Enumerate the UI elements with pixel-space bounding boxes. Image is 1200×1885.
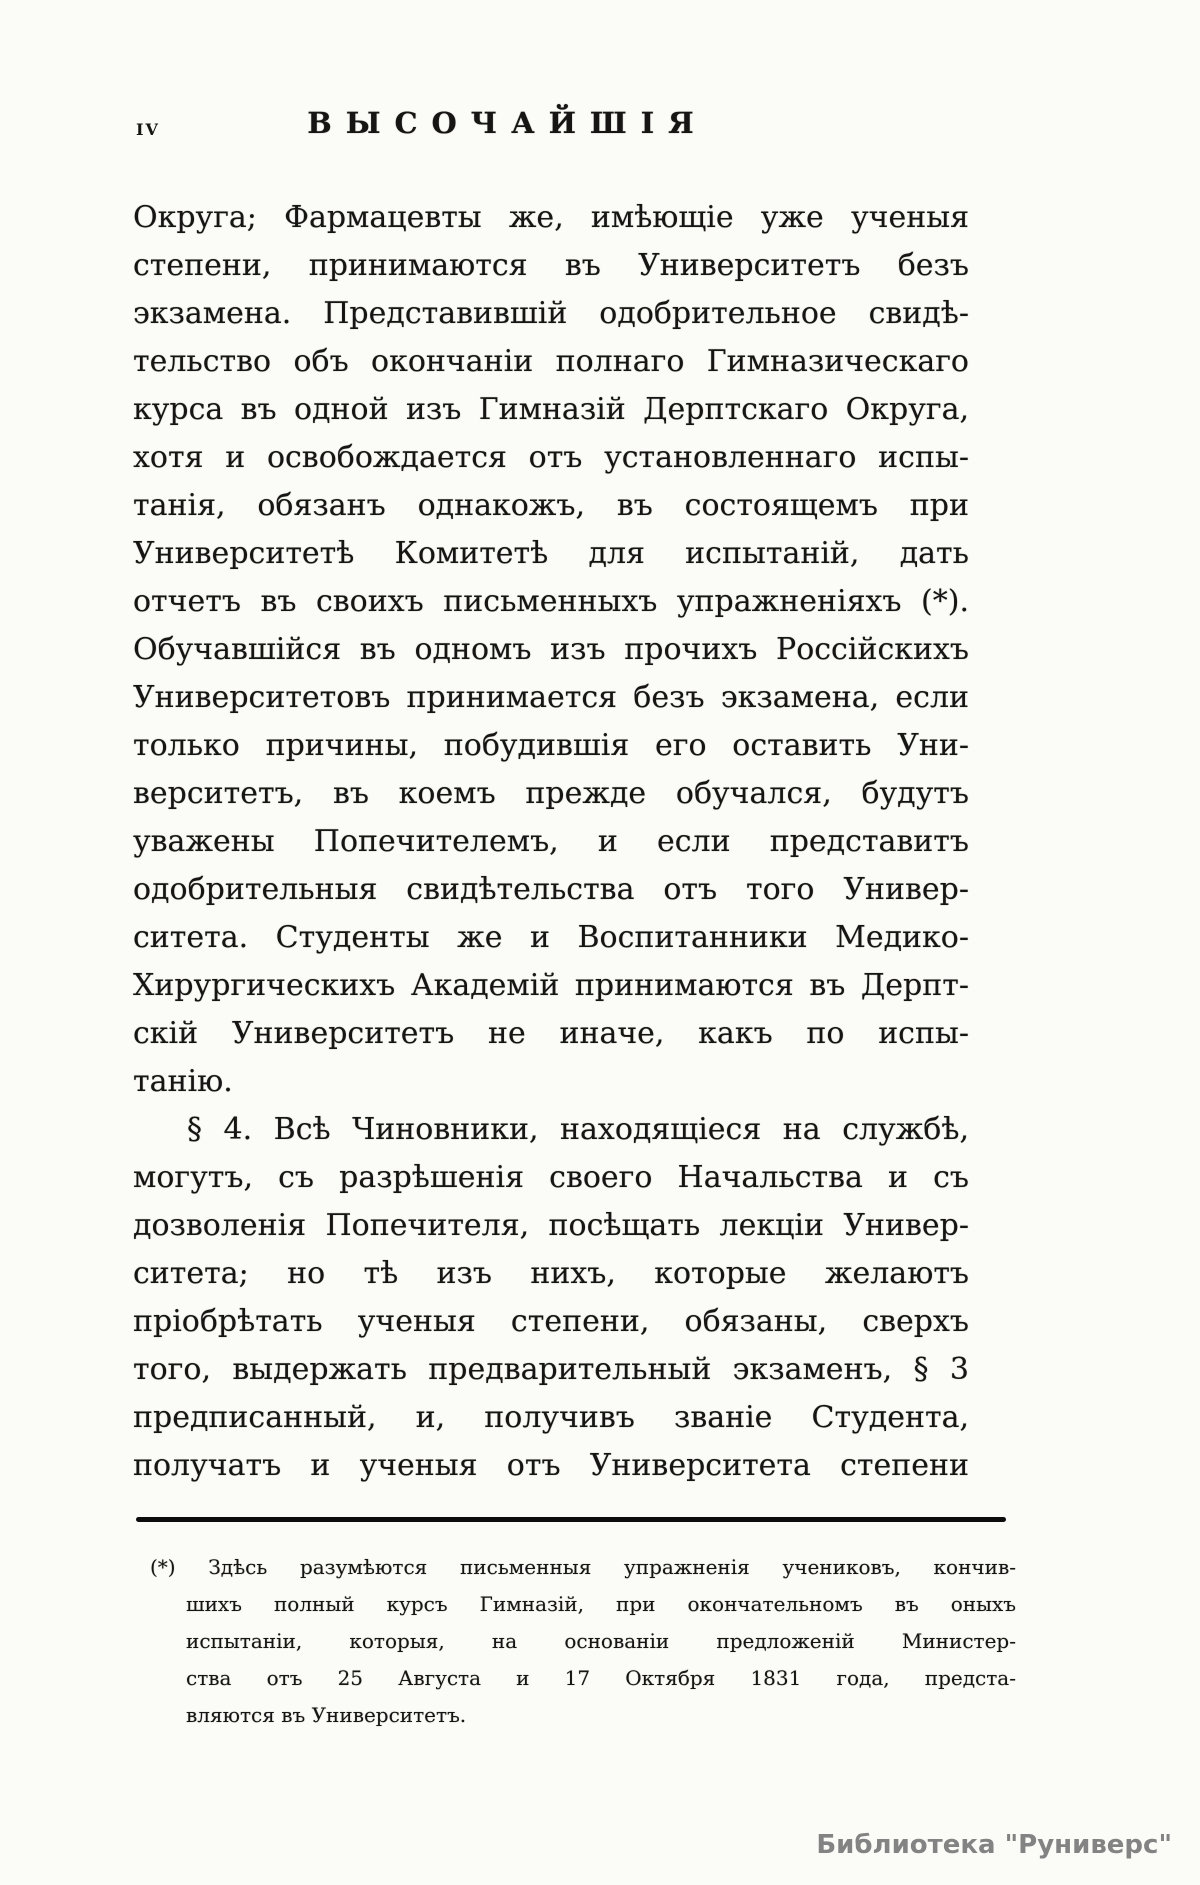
body-line: степени, принимаются въ Университетъ безъ: [133, 248, 969, 283]
body-line: хотя и освобождается отъ установленнаго испы-: [133, 440, 969, 475]
body-line: могутъ, съ разрѣшенія своего Начальства и съ: [133, 1160, 969, 1195]
body-line: пріобрѣтать ученыя степени, обязаны, сверхъ: [133, 1304, 969, 1339]
body-line: танія, обязанъ однакожъ, въ состоящемъ при: [133, 488, 969, 523]
body-line: Университетовъ принимается безъ экзамена, если: [133, 680, 969, 715]
footnote-line: испытаніи, которыя, на основаніи предложеній Министер-: [186, 1629, 1016, 1653]
footnote-separator-rule: [136, 1517, 1006, 1522]
body-line: получатъ и ученыя отъ Университета степени: [133, 1448, 969, 1483]
body-line: отчетъ въ своихъ письменныхъ упражненіяхъ (*).: [133, 584, 969, 619]
library-watermark: Библиотека "Руниверс": [816, 1830, 1172, 1860]
body-line: тельство объ окончаніи полнаго Гимназическаго: [133, 344, 969, 379]
page-heading: ВЫСОЧАЙШІЯ: [307, 106, 708, 140]
body-line: того, выдержать предварительный экзаменъ, § 3: [133, 1352, 969, 1387]
footnote-line: шихъ полный курсъ Гимназій, при окончательномъ въ оныхъ: [186, 1592, 1016, 1616]
body-line: дозволенія Попечителя, посѣщать лекціи Универ-: [133, 1208, 969, 1243]
page-number: iv: [136, 114, 160, 141]
body-line: скій Университетъ не иначе, какъ по испы-: [133, 1016, 969, 1051]
body-text: [133, 194, 969, 1490]
body-line: Обучавшійся въ одномъ изъ прочихъ Россійскихъ: [133, 632, 969, 667]
body-line: только причины, побудившія его оставить Уни-: [133, 728, 969, 763]
body-line: уважены Попечителемъ, и если представитъ: [133, 824, 969, 859]
body-line: одобрительныя свидѣтельства отъ того Универ-: [133, 872, 969, 907]
body-line: экзамена. Представившій одобрительное свидѣ-: [133, 296, 969, 331]
body-line: Университетѣ Комитетѣ для испытаній, дать: [133, 536, 969, 571]
body-line: предписанный, и, получивъ званіе Студента,: [133, 1400, 969, 1435]
body-line: ситета. Студенты же и Воспитанники Медико-: [133, 920, 969, 955]
body-line: курса въ одной изъ Гимназій Дерптскаго Округа,: [133, 392, 969, 427]
body-line: танію.: [133, 1064, 233, 1099]
body-line: ситета; но тѣ изъ нихъ, которые желаютъ: [133, 1256, 969, 1291]
body-line: Округа; Фармацевты же, имѣющіе уже ученыя: [133, 200, 969, 235]
footnote-line: вляются въ Университетъ.: [186, 1703, 467, 1727]
footnote-text: [150, 1549, 1016, 1734]
footnote-line: (*) Здѣсь разумѣются письменныя упражненія учениковъ, кончив-: [150, 1555, 1016, 1579]
body-line-section-4: § 4. Всѣ Чиновники, находящіеся на службѣ,: [187, 1112, 969, 1147]
body-line: Хирургическихъ Академій принимаются въ Дерпт-: [133, 968, 969, 1003]
footnote-line: ства отъ 25 Августа и 17 Октября 1831 года, предста-: [186, 1666, 1016, 1690]
body-line: верситетъ, въ коемъ прежде обучался, будутъ: [133, 776, 969, 811]
